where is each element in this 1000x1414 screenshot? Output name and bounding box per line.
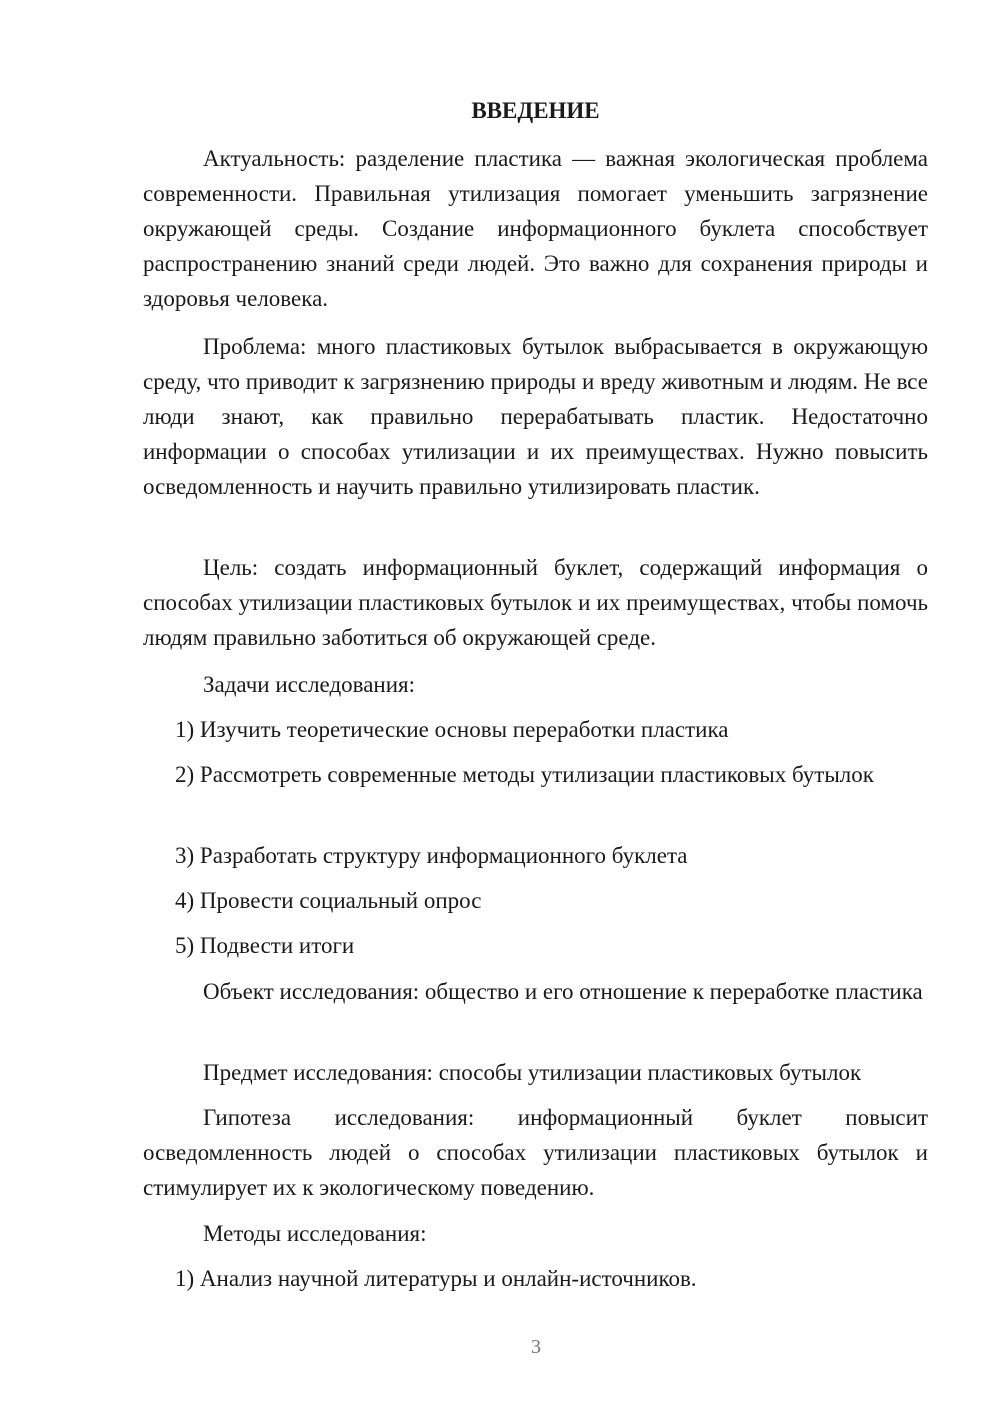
goal-paragraph: Цель: создать информационный буклет, содержащий информация о способах утилизации пластиковых бутылок и их преимуществах, чтобы помочь людям правильно заботиться об окружающей среде. — [143, 555, 928, 650]
page-number: 3 — [531, 1336, 541, 1358]
hypothesis-paragraph: Гипотеза исследования: информационный буклет повысит осведомленность людей о способах утилизации пластиковых бутылок и стимулирует их к экологическому поведению. — [143, 1105, 928, 1200]
object-paragraph: Объект исследования: общество и его отношение к переработке пластика — [203, 979, 923, 1004]
relevance-paragraph: Актуальность: разделение пластика — важная экологическая проблема современности. Правильная утилизация помогает уменьшить загрязнение окружающей среды. Создание информационного буклета способствует распространению знаний среди людей. Это важно для сохранения природы и здоровья человека. — [143, 146, 928, 311]
tasks-heading: Задачи исследования: — [203, 672, 416, 697]
task-item-4: 4) Провести социальный опрос — [175, 888, 482, 913]
methods-heading: Методы исследования: — [203, 1221, 427, 1246]
task-item-1: 1) Изучить теоретические основы переработки пластика — [175, 717, 729, 742]
task-item-3: 3) Разработать структуру информационного буклета — [175, 843, 688, 868]
task-item-2: 2) Рассмотреть современные методы утилизации пластиковых бутылок — [175, 762, 874, 787]
problem-paragraph: Проблема: много пластиковых бутылок выбрасывается в окружающую среду, что приводит к загрязнению природы и вреду животным и людям. Не все люди знают, как правильно перерабатывать пластик. Недостаточно информации о способах утилизации и их преимуществах. Нужно повысить осведомленность и научить правильно утилизировать пластик. — [143, 334, 928, 499]
method-item-1: 1) Анализ научной литературы и онлайн-источников. — [175, 1266, 697, 1291]
subject-paragraph: Предмет исследования: способы утилизации пластиковых бутылок — [203, 1060, 862, 1085]
task-item-5: 5) Подвести итоги — [175, 933, 355, 958]
section-title: ВВЕДЕНИЕ — [471, 98, 600, 123]
